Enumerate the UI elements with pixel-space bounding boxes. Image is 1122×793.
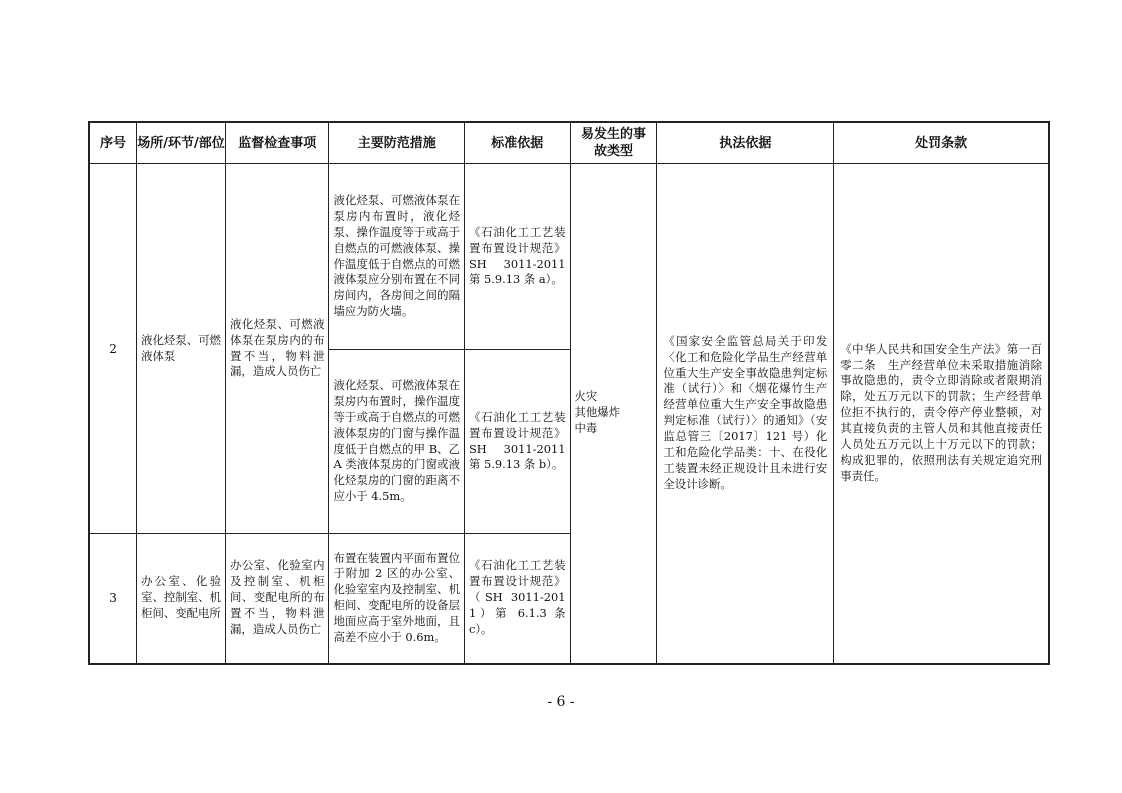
serial-cell: 2 xyxy=(89,164,137,534)
penalty-cell: 《中华人民共和国安全生产法》第一百零二条 生产经营单位未采取措施消除事故隐患的，责令立即消除或者限期消除，处五万元以下的罚款；生产经营单位拒不执行的，责令停产停业整顿，对其直接负责的主管人员和其他直接责任人员处五万元以上十万元以下的罚款；构成犯罪的，依照刑法有关规定追究刑事责任。 xyxy=(834,164,1049,664)
inspection-item-cell: 液化烃泵、可燃液体泵在泵房内的布置不当，物料泄漏，造成人员伤亡 xyxy=(226,164,329,534)
serial-cell: 3 xyxy=(89,534,137,664)
header-standard: 标准依据 xyxy=(464,122,570,164)
standard-cell: 《石油化工工艺装置布置设计规范》（SH 3011-2011）第 6.1.3 条 c）。 xyxy=(464,534,570,664)
place-cell: 办公室、化验室、控制室、机柜间、变配电所 xyxy=(137,534,226,664)
inspection-table xyxy=(88,121,1050,665)
measure-cell: 液化烃泵、可燃液体泵在泵房内布置时，液化烃泵、操作温度等于或高于自燃点的可燃液体泵、操作温度低于自燃点的可燃液体泵应分别布置在不同房间内，各房间之间的隔墙应为防火墙。 xyxy=(329,164,465,350)
table-row xyxy=(89,164,1049,350)
law-basis-cell: 《国家安全监管总局关于印发〈化工和危险化学品生产经营单位重大生产安全事故隐患判定标准（试行）〉和〈烟花爆竹生产经营单位重大生产安全事故隐患判定标准（试行）〉的通知》（安监总管三〔2017〕121 号）化工和危险化学品类：十、在役化工装置未经正规设计且未进行安全设计诊断。 xyxy=(657,164,834,664)
page-number: - 6 - xyxy=(547,694,575,710)
standard-cell: 《石油化工工艺装置布置设计规范》SH 3011-2011 第 5.9.13 条 a）。 xyxy=(464,164,570,350)
header-measures: 主要防范措施 xyxy=(329,122,465,164)
measure-cell: 液化烃泵、可燃液体泵在泵房内布置时，操作温度等于或高于自燃点的可燃液体泵房的门窗与操作温度低于自燃点的甲 B、乙 A 类液体泵房的门窗或液化烃泵房的门窗的距离不应小于 4.5m。 xyxy=(329,350,465,534)
header-inspection-item: 监督检查事项 xyxy=(226,122,329,164)
header-penalty: 处罚条款 xyxy=(834,122,1049,164)
header-row xyxy=(89,122,1049,164)
header-place: 场所/环节/部位 xyxy=(137,122,226,164)
header-serial: 序号 xyxy=(89,122,137,164)
place-cell: 液化烃泵、可燃液体泵 xyxy=(137,164,226,534)
standard-cell: 《石油化工工艺装置布置设计规范》SH 3011-2011 第 5.9.13 条 b）。 xyxy=(464,350,570,534)
accident-type-cell: 火灾 其他爆炸 中毒 xyxy=(570,164,657,664)
inspection-item-cell: 办公室、化验室内及控制室、机柜间、变配电所的布置不当，物料泄漏，造成人员伤亡 xyxy=(226,534,329,664)
measure-cell: 布置在装置内平面布置位于附加 2 区的办公室、化验室室内及控制室、机柜间、变配电所的设备层地面应高于室外地面，且高差不应小于 0.6m。 xyxy=(329,534,465,664)
header-law-basis: 执法依据 xyxy=(657,122,834,164)
header-accident-type: 易发生的事故类型 xyxy=(570,122,657,164)
